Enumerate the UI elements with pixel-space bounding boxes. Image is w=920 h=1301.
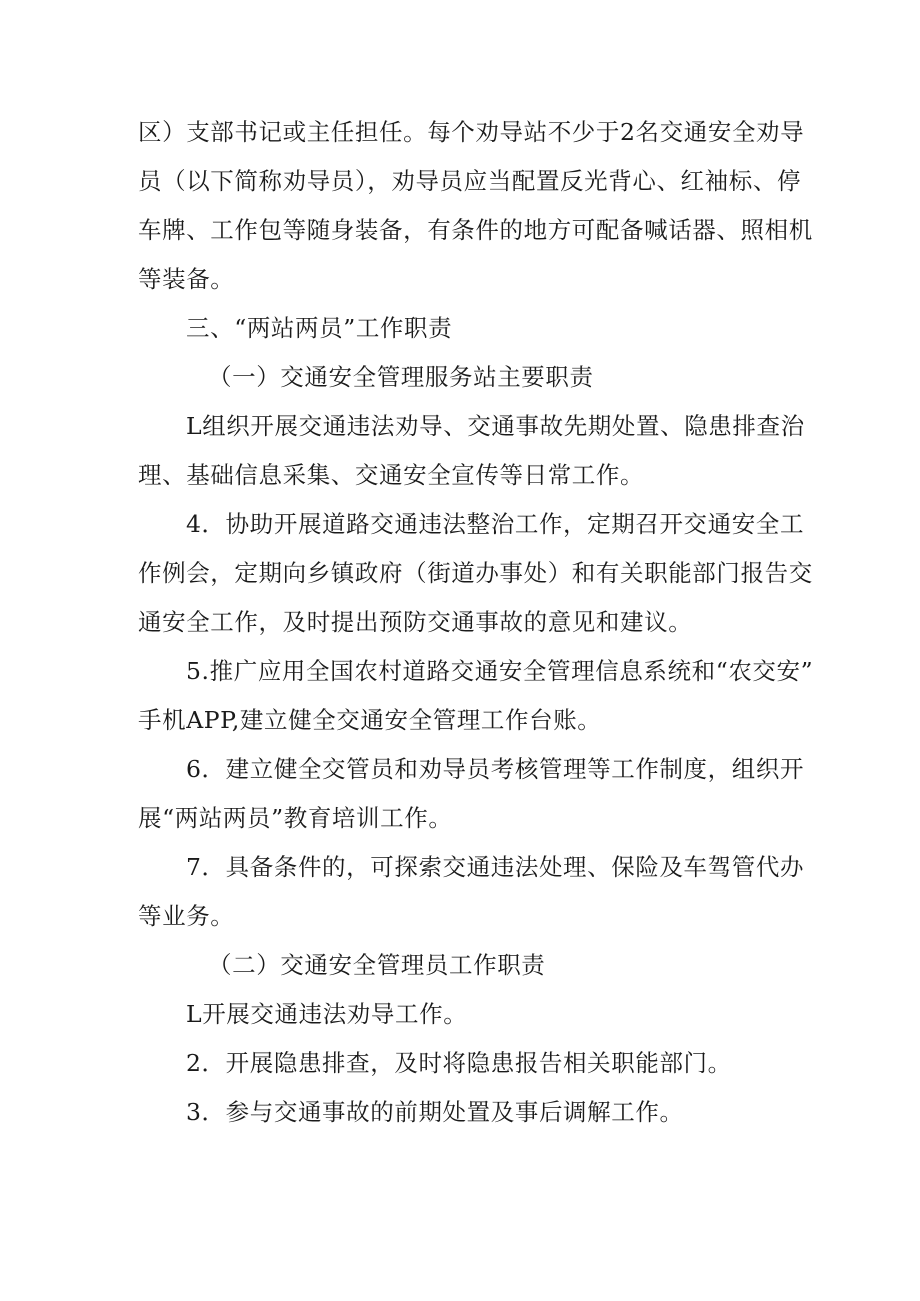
paragraph-line: 展“两站两员”教育培训工作。 [138, 804, 453, 832]
subsection-heading: （二）交通安全管理员工作职责 [208, 951, 546, 979]
document-body [138, 108, 814, 1137]
paragraph-line: 通安全工作，及时提出预防交通事故的意见和建议。 [138, 608, 693, 636]
paragraph-line: 4．协助开展道路交通违法整治工作，定期召开交通安全工 [186, 510, 805, 538]
paragraph-line: 车牌、工作包等随身装备，有条件的地方可配备喊话器、照相机 [138, 216, 813, 244]
subsection-heading: （一）交通安全管理服务站主要职责 [208, 363, 594, 391]
paragraph-line: 作例会，定期向乡镇政府（街道办事处）和有关职能部门报告交 [138, 559, 813, 587]
paragraph-line: 员（以下简称劝导员），劝导员应当配置反光背心、红袖标、停 [138, 167, 802, 195]
paragraph-line: 手机APP,建立健全交通安全管理工作台账。 [138, 706, 602, 734]
paragraph-line: L开展交通违法劝导工作。 [186, 1000, 468, 1028]
paragraph-line: 等装备。 [138, 265, 235, 293]
paragraph-line: 区）支部书记或主任担任。每个劝导站不少于2名交通安全劝导 [138, 118, 805, 146]
paragraph-line: 理、基础信息采集、交通安全宣传等日常工作。 [138, 461, 645, 489]
section-heading: 三、“两站两员”工作职责 [186, 314, 453, 342]
paragraph-line: 等业务。 [138, 902, 235, 930]
paragraph-line: 7．具备条件的，可探索交通违法处理、保险及车驾管代办 [186, 853, 805, 881]
paragraph-line: 3．参与交通事故的前期处置及事后调解工作。 [186, 1098, 684, 1126]
paragraph-line: 6．建立健全交管员和劝导员考核管理等工作制度，组织开 [186, 755, 805, 783]
paragraph-line: 5.推广应用全国农村道路交通安全管理信息系统和“农交安” [186, 657, 814, 685]
paragraph-line: L组织开展交通违法劝导、交通事故先期处置、隐患排查治 [186, 412, 805, 440]
paragraph-line: 2．开展隐患排查，及时将隐患报告相关职能部门。 [186, 1049, 732, 1077]
